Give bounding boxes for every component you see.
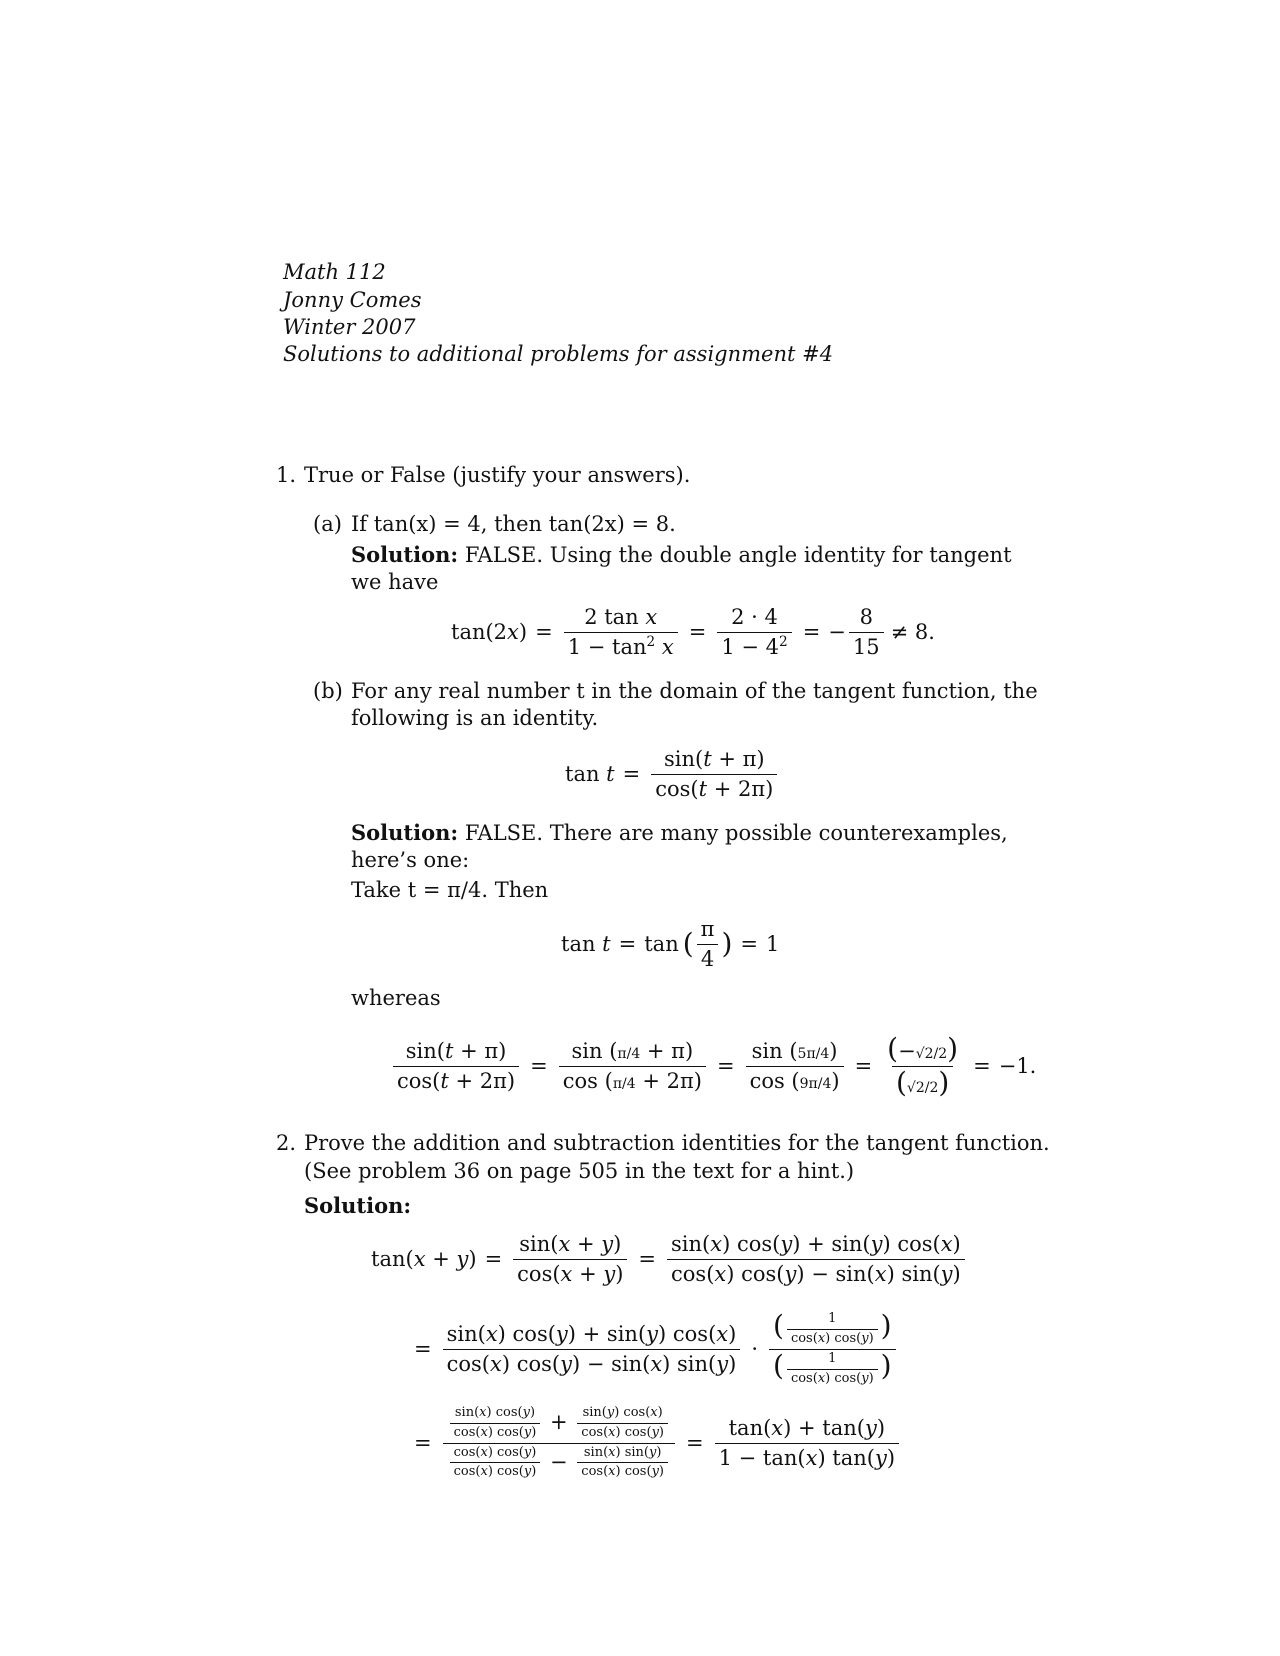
equation-tan-sum-step-3: = $\frac{\sin(x) \cos(y)}{\cos(x) \cos(y)}$ + $\frac{\sin(y) \cos(x)}{\cos(x) \cos(y)}$ $\frac{\cos(x) \cos(y)}{\cos(x) \cos(y)}$ − $\frac{\sin(x) \sin(y)}{\cos(x) \cos(y)}$ = $\frac{\tan(x) + \tan(y)}{1 - \tan(x) \tan(y)}$ (414, 1400, 902, 1486)
equation-tan-sum-step-2: = $\frac{\sin(x) \cos(y) + \sin(y) \cos(x)}{\cos(x) \cos(y) - \sin(x) \sin(y)}$ · ( $\frac{1}{\cos(x) \cos(y)}$ ) ( $\frac{1}{\cos(x) \cos(y)}$ ) (414, 1306, 899, 1392)
part-a-statement: If tan(x) = 4, then tan(2x) = 8. (351, 512, 676, 536)
course-name: Math 112 (283, 260, 386, 284)
solution-label: Solution: (351, 542, 459, 567)
part-a-solution-line-2: we have (351, 570, 439, 594)
term: Winter 2007 (283, 315, 416, 339)
part-b-take: Take t = π/4. Then (351, 878, 549, 902)
part-b-whereas: whereas (351, 986, 441, 1010)
problem-1-number: 1. (276, 463, 297, 487)
equation-identity-claim: tan t = $\frac{\sin(t + \pi)}{\cos(t + 2\pi)}$ (565, 746, 780, 802)
part-a-label: (a) (313, 512, 342, 536)
problem-2-solution-label: Solution: (304, 1193, 412, 1218)
document-title: Solutions to additional problems for assignment #4 (283, 342, 834, 366)
solution-label: Solution: (351, 820, 459, 845)
problem-2-prompt-2: (See problem 36 on page 505 in the text for a hint.) (304, 1159, 855, 1183)
part-b-statement: For any real number t in the domain of the tangent function, the (351, 679, 1038, 703)
part-b-solution-line-2: here’s one: (351, 848, 470, 872)
author-name: Jonny Comes (283, 288, 422, 312)
part-b-solution-line (351, 819, 1008, 847)
equation-tan-sum-step-1: tan(x + y) = $\frac{\sin(x + y)}{\cos(x + y)}$ = $\frac{\sin(x) \cos(y) + \sin(y) \cos(x)}{\cos(x) \cos(y) - \sin(x) \sin(y)}$ (371, 1231, 968, 1287)
solution-text: FALSE. There are many possible counterexamples, (464, 821, 1008, 845)
equation-double-angle: tan(2x) = $\frac{\text{2 tan x}}{1 - \tan^2 x}$ = $\frac{2 \cdot 4}{1 - 4^2}$ = − $\frac{8}{15}$ ≠ 8. (451, 605, 935, 659)
problem-1-prompt: True or False (justify your answers). (304, 463, 691, 487)
part-b-statement-2: following is an identity. (351, 706, 599, 730)
problem-2-prompt: Prove the addition and subtraction identities for the tangent function. (304, 1131, 1050, 1155)
part-b-label: (b) (313, 679, 343, 703)
equation-counterexample: $\frac{\sin(t + \pi)}{\cos(t + 2\pi)}$ = $\frac{\sin (\pi/4 + \pi)}{\cos (\pi/4 + 2\pi)}$ = $\frac{\sin (5\pi/4)}{\cos (9\pi/4)}$ = $\frac{(-√2/2)}{(√2/2)}$ = −1. (390, 1022, 1036, 1110)
problem-2-number: 2. (276, 1131, 297, 1155)
part-a-solution-line (351, 541, 1012, 569)
solution-text: FALSE. Using the double angle identity for tangent (464, 543, 1012, 567)
equation-tan-pi-over-4: tan t = tan ( $\frac{\pi}{4}$ ) = 1 (561, 917, 780, 971)
